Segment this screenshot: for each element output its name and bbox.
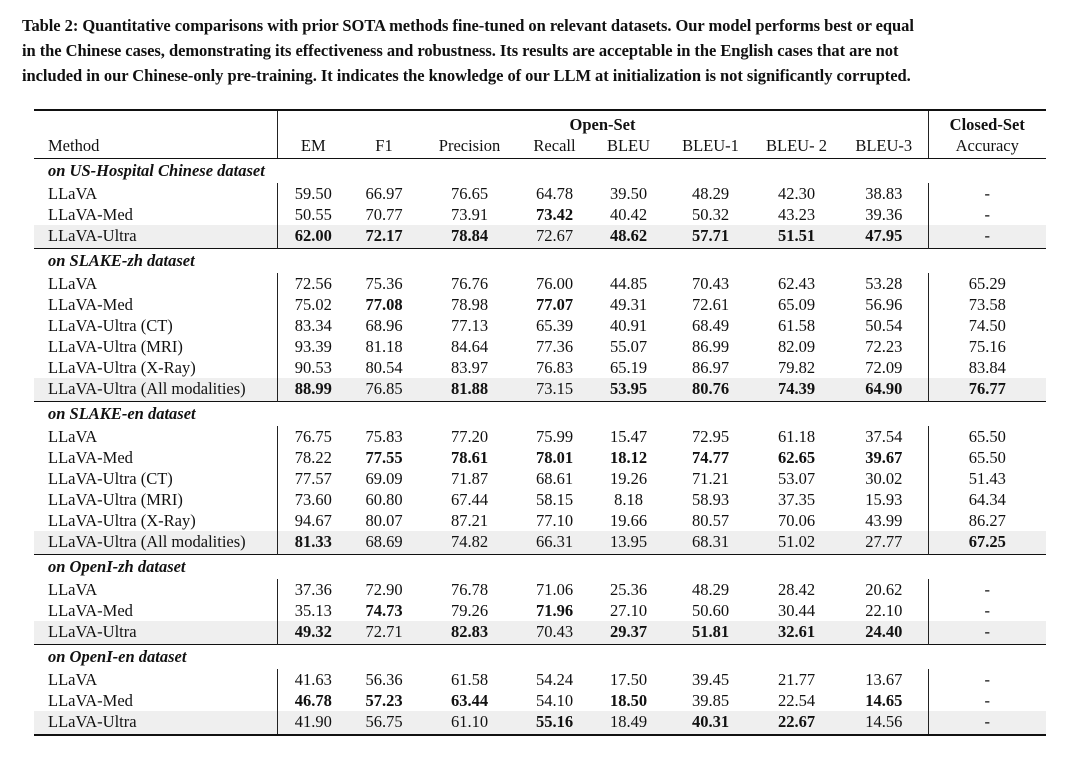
metric-cell-bleu: 18.50	[609, 691, 648, 710]
metric-cell-em: 77.57	[277, 468, 349, 489]
metric-cell-bleu-3: 20.62	[865, 580, 903, 599]
table-row	[34, 690, 1046, 711]
metric-cell-accuracy: 74.50	[928, 315, 1046, 336]
metric-cell-em: 76.75	[277, 426, 349, 447]
metric-cell-bleu: 27.10	[609, 601, 648, 620]
metric-cell-accuracy: 64.34	[928, 489, 1046, 510]
metric-cell-recall: 64.78	[535, 184, 574, 203]
metric-cell-bleu: 8.18	[614, 490, 643, 509]
section-header-row	[34, 402, 1046, 427]
metric-cell-bleu: 29.37	[589, 621, 668, 645]
metric-cell-bleu-3: 27.77	[840, 531, 928, 555]
method-cell: LLaVA	[48, 427, 98, 446]
method-cell: LLaVA	[48, 580, 98, 599]
metric-cell-bleu-3: 39.67	[865, 448, 903, 467]
table-row	[34, 183, 1046, 204]
method-cell: LLaVA-Med	[48, 205, 133, 224]
metric-cell-bleu-2: 61.18	[777, 427, 816, 446]
metric-cell-bleu-1: 68.31	[668, 531, 753, 555]
metric-cell-f1: 80.54	[365, 358, 403, 377]
metric-cell-precision: 67.44	[450, 490, 489, 509]
metric-cell-bleu-3: 30.02	[865, 469, 903, 488]
metric-cell-f1: 81.18	[365, 337, 403, 356]
metric-cell-bleu-1: 80.57	[691, 511, 730, 530]
table-row	[34, 378, 1046, 402]
metric-cell-bleu-2: 32.61	[753, 621, 840, 645]
metric-cell-em: 94.67	[277, 510, 349, 531]
method-cell: LLaVA-Ultra (All modalities)	[34, 378, 277, 402]
metric-cell-recall: 66.31	[520, 531, 589, 555]
method-cell: LLaVA-Ultra (MRI)	[48, 337, 183, 356]
metric-cell-accuracy: -	[928, 225, 1046, 249]
method-cell: LLaVA-Ultra (CT)	[48, 316, 173, 335]
metric-cell-accuracy: 51.43	[928, 468, 1046, 489]
metric-cell-em: 46.78	[277, 690, 349, 711]
section-title: on SLAKE-en dataset	[34, 402, 1046, 427]
metric-cell-em: 93.39	[277, 336, 349, 357]
metric-cell-precision: 61.10	[419, 711, 520, 735]
caption-line: included in our Chinese-only pre-training. It indicates the knowledge of our LLM at initialization is not significantly corrupted.	[22, 66, 911, 85]
metric-cell-precision: 76.65	[450, 184, 489, 203]
metric-cell-precision: 79.26	[450, 601, 489, 620]
metric-cell-precision: 78.84	[419, 225, 520, 249]
metric-cell-bleu-2: 21.77	[777, 670, 816, 689]
metric-cell-f1: 66.97	[365, 184, 403, 203]
metric-cell-precision: 63.44	[450, 691, 489, 710]
metric-cell-accuracy: -	[928, 204, 1046, 225]
method-cell: LLaVA	[48, 184, 98, 203]
metric-cell-bleu: 40.91	[609, 316, 648, 335]
metric-cell-precision: 78.98	[450, 295, 489, 314]
column-header-recall: Recall	[520, 135, 589, 159]
metric-cell-precision: 71.87	[450, 469, 489, 488]
metric-cell-accuracy: -	[928, 690, 1046, 711]
metric-cell-em: 62.00	[277, 225, 349, 249]
metric-cell-bleu-1: 72.61	[691, 295, 730, 314]
metric-cell-accuracy: 65.50	[928, 426, 1046, 447]
table-row	[34, 447, 1046, 468]
metric-cell-recall: 72.67	[520, 225, 589, 249]
metric-cell-bleu-1: 68.49	[691, 316, 730, 335]
metric-cell-em: 49.32	[277, 621, 349, 645]
metric-cell-recall: 76.00	[535, 274, 574, 293]
metric-cell-bleu-3: 38.83	[865, 184, 903, 203]
method-cell: LLaVA-Med	[48, 691, 133, 710]
metric-cell-recall: 70.43	[520, 621, 589, 645]
metric-cell-bleu-3: 24.40	[840, 621, 928, 645]
metric-cell-bleu-2: 42.30	[777, 184, 816, 203]
metric-cell-bleu-2: 22.54	[777, 691, 816, 710]
header-row-columns	[34, 135, 1046, 159]
metric-cell-bleu-3: 14.65	[865, 691, 903, 710]
section-header-row	[34, 249, 1046, 274]
table-row	[34, 273, 1046, 294]
metric-cell-precision: 76.76	[450, 274, 489, 293]
table-row	[34, 468, 1046, 489]
method-cell: LLaVA-Ultra (X-Ray)	[48, 511, 196, 530]
metric-cell-f1: 76.85	[349, 378, 419, 402]
metric-cell-accuracy: 65.50	[928, 447, 1046, 468]
metric-cell-recall: 68.61	[535, 469, 574, 488]
metric-cell-bleu-1: 40.31	[668, 711, 753, 735]
method-cell: LLaVA-Med	[48, 295, 133, 314]
metric-cell-accuracy: -	[928, 621, 1046, 645]
metric-cell-f1: 72.17	[349, 225, 419, 249]
metric-cell-precision: 87.21	[450, 511, 489, 530]
metric-cell-accuracy: -	[928, 711, 1046, 735]
table-row	[34, 489, 1046, 510]
metric-cell-bleu-1: 50.32	[691, 205, 730, 224]
method-cell: LLaVA-Med	[48, 601, 133, 620]
metric-cell-bleu-2: 28.42	[777, 580, 816, 599]
column-header-bleu-3: BLEU-3	[840, 135, 928, 159]
metric-cell-bleu-1: 48.29	[691, 184, 730, 203]
metric-cell-bleu: 55.07	[609, 337, 648, 356]
metric-cell-accuracy: 83.84	[928, 357, 1046, 378]
table-row	[34, 426, 1046, 447]
metric-cell-bleu: 40.42	[609, 205, 648, 224]
metric-cell-f1: 75.36	[365, 274, 403, 293]
metric-cell-f1: 80.07	[365, 511, 403, 530]
section-header-row	[34, 645, 1046, 670]
metric-cell-accuracy: -	[928, 600, 1046, 621]
table-row	[34, 225, 1046, 249]
header-spacer	[34, 110, 277, 135]
metric-cell-bleu-1: 70.43	[691, 274, 730, 293]
section-header-row	[34, 159, 1046, 184]
metric-cell-precision: 81.88	[419, 378, 520, 402]
column-header-f1: F1	[349, 135, 419, 159]
metric-cell-f1: 77.08	[365, 295, 403, 314]
column-header-bleu-2: BLEU- 2	[753, 135, 840, 159]
method-cell: LLaVA-Ultra	[34, 225, 277, 249]
metric-cell-bleu-1: 58.93	[691, 490, 730, 509]
table-row	[34, 669, 1046, 690]
metric-cell-recall: 58.15	[535, 490, 574, 509]
metric-cell-bleu-2: 51.02	[753, 531, 840, 555]
metric-cell-bleu: 13.95	[589, 531, 668, 555]
metric-cell-accuracy: -	[928, 669, 1046, 690]
metric-cell-bleu-2: 62.65	[777, 448, 816, 467]
table-row	[34, 531, 1046, 555]
method-cell: LLaVA-Ultra	[34, 621, 277, 645]
table-row	[34, 579, 1046, 600]
metric-cell-recall: 77.36	[535, 337, 574, 356]
metric-cell-precision: 77.20	[450, 427, 489, 446]
metric-cell-bleu-2: 22.67	[753, 711, 840, 735]
metric-cell-bleu: 48.62	[589, 225, 668, 249]
column-header-method: Method	[34, 135, 277, 159]
metric-cell-recall: 71.06	[535, 580, 574, 599]
metric-cell-bleu: 18.49	[589, 711, 668, 735]
metric-cell-f1: 68.96	[365, 316, 403, 335]
metric-cell-precision: 61.58	[450, 670, 489, 689]
caption-line: Table 2: Quantitative comparisons with prior SOTA methods fine-tuned on relevant datasets. Our model performs best or equal	[22, 16, 914, 35]
metric-cell-bleu-2: 61.58	[777, 316, 816, 335]
method-cell: LLaVA-Ultra	[34, 711, 277, 735]
metric-cell-bleu: 18.12	[609, 448, 648, 467]
metric-cell-recall: 77.07	[535, 295, 574, 314]
metric-cell-bleu-1: 80.76	[668, 378, 753, 402]
metric-cell-precision: 83.97	[450, 358, 489, 377]
metric-cell-bleu: 19.26	[609, 469, 648, 488]
metric-cell-precision: 84.64	[450, 337, 489, 356]
metric-cell-bleu-3: 72.09	[865, 358, 903, 377]
metric-cell-bleu: 65.19	[609, 358, 648, 377]
metric-cell-bleu-2: 37.35	[777, 490, 816, 509]
metric-cell-precision: 78.61	[450, 448, 489, 467]
metric-cell-bleu-2: 53.07	[777, 469, 816, 488]
metric-cell-precision: 77.13	[450, 316, 489, 335]
metric-cell-f1: 57.23	[365, 691, 403, 710]
metric-cell-bleu-2: 51.51	[753, 225, 840, 249]
metric-cell-f1: 56.36	[365, 670, 403, 689]
metric-cell-em: 37.36	[277, 579, 349, 600]
metric-cell-bleu: 19.66	[609, 511, 648, 530]
table-row	[34, 621, 1046, 645]
metric-cell-bleu-3: 56.96	[865, 295, 903, 314]
metric-cell-bleu: 53.95	[589, 378, 668, 402]
metric-cell-bleu-1: 39.45	[691, 670, 730, 689]
method-cell: LLaVA-Ultra (MRI)	[48, 490, 183, 509]
metric-cell-bleu-2: 43.23	[777, 205, 816, 224]
metric-cell-bleu-3: 50.54	[865, 316, 903, 335]
table-caption	[22, 13, 1062, 88]
metric-cell-bleu: 15.47	[609, 427, 648, 446]
metric-cell-accuracy: 67.25	[928, 531, 1046, 555]
metric-cell-bleu-2: 82.09	[777, 337, 816, 356]
metric-cell-bleu-2: 62.43	[777, 274, 816, 293]
table-row	[34, 711, 1046, 735]
metric-cell-bleu-1: 86.97	[691, 358, 730, 377]
metric-cell-bleu-1: 71.21	[691, 469, 730, 488]
metric-cell-bleu-2: 74.39	[753, 378, 840, 402]
metric-cell-bleu-3: 39.36	[865, 205, 903, 224]
results-table-container	[34, 109, 1046, 736]
metric-cell-bleu-3: 22.10	[865, 601, 903, 620]
section-header-row	[34, 555, 1046, 580]
metric-cell-recall: 77.10	[535, 511, 574, 530]
section-title: on OpenI-zh dataset	[34, 555, 1046, 580]
metric-cell-recall: 54.10	[535, 691, 574, 710]
section-title: on OpenI-en dataset	[34, 645, 1046, 670]
metric-cell-accuracy: 65.29	[928, 273, 1046, 294]
metric-cell-bleu-1: 51.81	[668, 621, 753, 645]
metric-cell-accuracy: 73.58	[928, 294, 1046, 315]
metric-cell-em: 88.99	[277, 378, 349, 402]
caption-line: in the Chinese cases, demonstrating its effectiveness and robustness. Its results are acceptable in the English cases that are not	[22, 41, 899, 60]
metric-cell-em: 72.56	[277, 273, 349, 294]
column-header-precision: Precision	[419, 135, 520, 159]
metric-cell-accuracy: -	[928, 183, 1046, 204]
metric-cell-bleu-3: 47.95	[840, 225, 928, 249]
metric-cell-recall: 73.15	[520, 378, 589, 402]
method-cell: LLaVA-Ultra (CT)	[48, 469, 173, 488]
table-row	[34, 510, 1046, 531]
metric-cell-em: 41.63	[277, 669, 349, 690]
metric-cell-bleu-2: 79.82	[777, 358, 816, 377]
metric-cell-f1: 74.73	[365, 601, 403, 620]
metric-cell-em: 50.55	[277, 204, 349, 225]
metric-cell-bleu-2: 30.44	[777, 601, 816, 620]
results-table	[34, 109, 1046, 736]
closed-set-header: Closed-Set	[928, 110, 1046, 135]
method-cell: LLaVA-Ultra (All modalities)	[34, 531, 277, 555]
metric-cell-precision: 74.82	[419, 531, 520, 555]
metric-cell-em: 90.53	[277, 357, 349, 378]
metric-cell-bleu-2: 65.09	[777, 295, 816, 314]
metric-cell-f1: 75.83	[365, 427, 403, 446]
metric-cell-bleu-1: 72.95	[691, 427, 730, 446]
metric-cell-accuracy: 86.27	[928, 510, 1046, 531]
column-header-em: EM	[277, 135, 349, 159]
metric-cell-precision: 76.78	[450, 580, 489, 599]
method-cell: LLaVA	[48, 670, 98, 689]
table-row	[34, 315, 1046, 336]
metric-cell-bleu: 39.50	[609, 184, 648, 203]
metric-cell-f1: 60.80	[365, 490, 403, 509]
column-header-bleu-1: BLEU-1	[668, 135, 753, 159]
metric-cell-f1: 77.55	[365, 448, 403, 467]
metric-cell-bleu-3: 15.93	[865, 490, 903, 509]
column-header-accuracy: Accuracy	[928, 135, 1046, 159]
metric-cell-em: 35.13	[277, 600, 349, 621]
column-header-bleu: BLEU	[589, 135, 668, 159]
metric-cell-em: 59.50	[277, 183, 349, 204]
metric-cell-recall: 55.16	[520, 711, 589, 735]
header-row-groups	[34, 110, 1046, 135]
table-body	[34, 159, 1046, 736]
open-set-header: Open-Set	[277, 110, 928, 135]
method-cell: LLaVA	[48, 274, 98, 293]
metric-cell-bleu: 44.85	[609, 274, 648, 293]
metric-cell-f1: 72.71	[349, 621, 419, 645]
metric-cell-accuracy: 76.77	[928, 378, 1046, 402]
metric-cell-bleu-3: 37.54	[865, 427, 903, 446]
metric-cell-bleu-1: 50.60	[691, 601, 730, 620]
table-row	[34, 336, 1046, 357]
metric-cell-em: 73.60	[277, 489, 349, 510]
metric-cell-accuracy: 75.16	[928, 336, 1046, 357]
metric-cell-bleu-1: 86.99	[691, 337, 730, 356]
metric-cell-bleu-1: 48.29	[691, 580, 730, 599]
metric-cell-f1: 69.09	[365, 469, 403, 488]
metric-cell-bleu-3: 53.28	[865, 274, 903, 293]
table-row	[34, 204, 1046, 225]
metric-cell-recall: 78.01	[535, 448, 574, 467]
metric-cell-bleu: 49.31	[609, 295, 648, 314]
metric-cell-em: 41.90	[277, 711, 349, 735]
table-row	[34, 600, 1046, 621]
metric-cell-em: 75.02	[277, 294, 349, 315]
metric-cell-bleu: 17.50	[609, 670, 648, 689]
metric-cell-recall: 76.83	[535, 358, 574, 377]
metric-cell-bleu-3: 43.99	[865, 511, 903, 530]
metric-cell-f1: 68.69	[349, 531, 419, 555]
metric-cell-bleu-3: 14.56	[840, 711, 928, 735]
metric-cell-bleu-3: 13.67	[865, 670, 903, 689]
metric-cell-recall: 54.24	[535, 670, 574, 689]
metric-cell-recall: 71.96	[535, 601, 574, 620]
metric-cell-em: 83.34	[277, 315, 349, 336]
metric-cell-f1: 72.90	[365, 580, 403, 599]
metric-cell-recall: 73.42	[535, 205, 574, 224]
metric-cell-bleu-2: 70.06	[777, 511, 816, 530]
metric-cell-bleu: 25.36	[609, 580, 648, 599]
table-row	[34, 357, 1046, 378]
method-cell: LLaVA-Med	[48, 448, 133, 467]
metric-cell-bleu-1: 39.85	[691, 691, 730, 710]
metric-cell-recall: 75.99	[535, 427, 574, 446]
section-title: on SLAKE-zh dataset	[34, 249, 1046, 274]
metric-cell-bleu-1: 57.71	[668, 225, 753, 249]
method-cell: LLaVA-Ultra (X-Ray)	[48, 358, 196, 377]
metric-cell-f1: 56.75	[349, 711, 419, 735]
metric-cell-em: 78.22	[277, 447, 349, 468]
table-row	[34, 294, 1046, 315]
metric-cell-bleu-3: 72.23	[865, 337, 903, 356]
metric-cell-precision: 82.83	[419, 621, 520, 645]
metric-cell-precision: 73.91	[450, 205, 489, 224]
metric-cell-bleu-1: 74.77	[691, 448, 730, 467]
metric-cell-em: 81.33	[277, 531, 349, 555]
metric-cell-f1: 70.77	[365, 205, 403, 224]
metric-cell-accuracy: -	[928, 579, 1046, 600]
metric-cell-bleu-3: 64.90	[840, 378, 928, 402]
section-title: on US-Hospital Chinese dataset	[48, 161, 265, 180]
metric-cell-recall: 65.39	[535, 316, 574, 335]
